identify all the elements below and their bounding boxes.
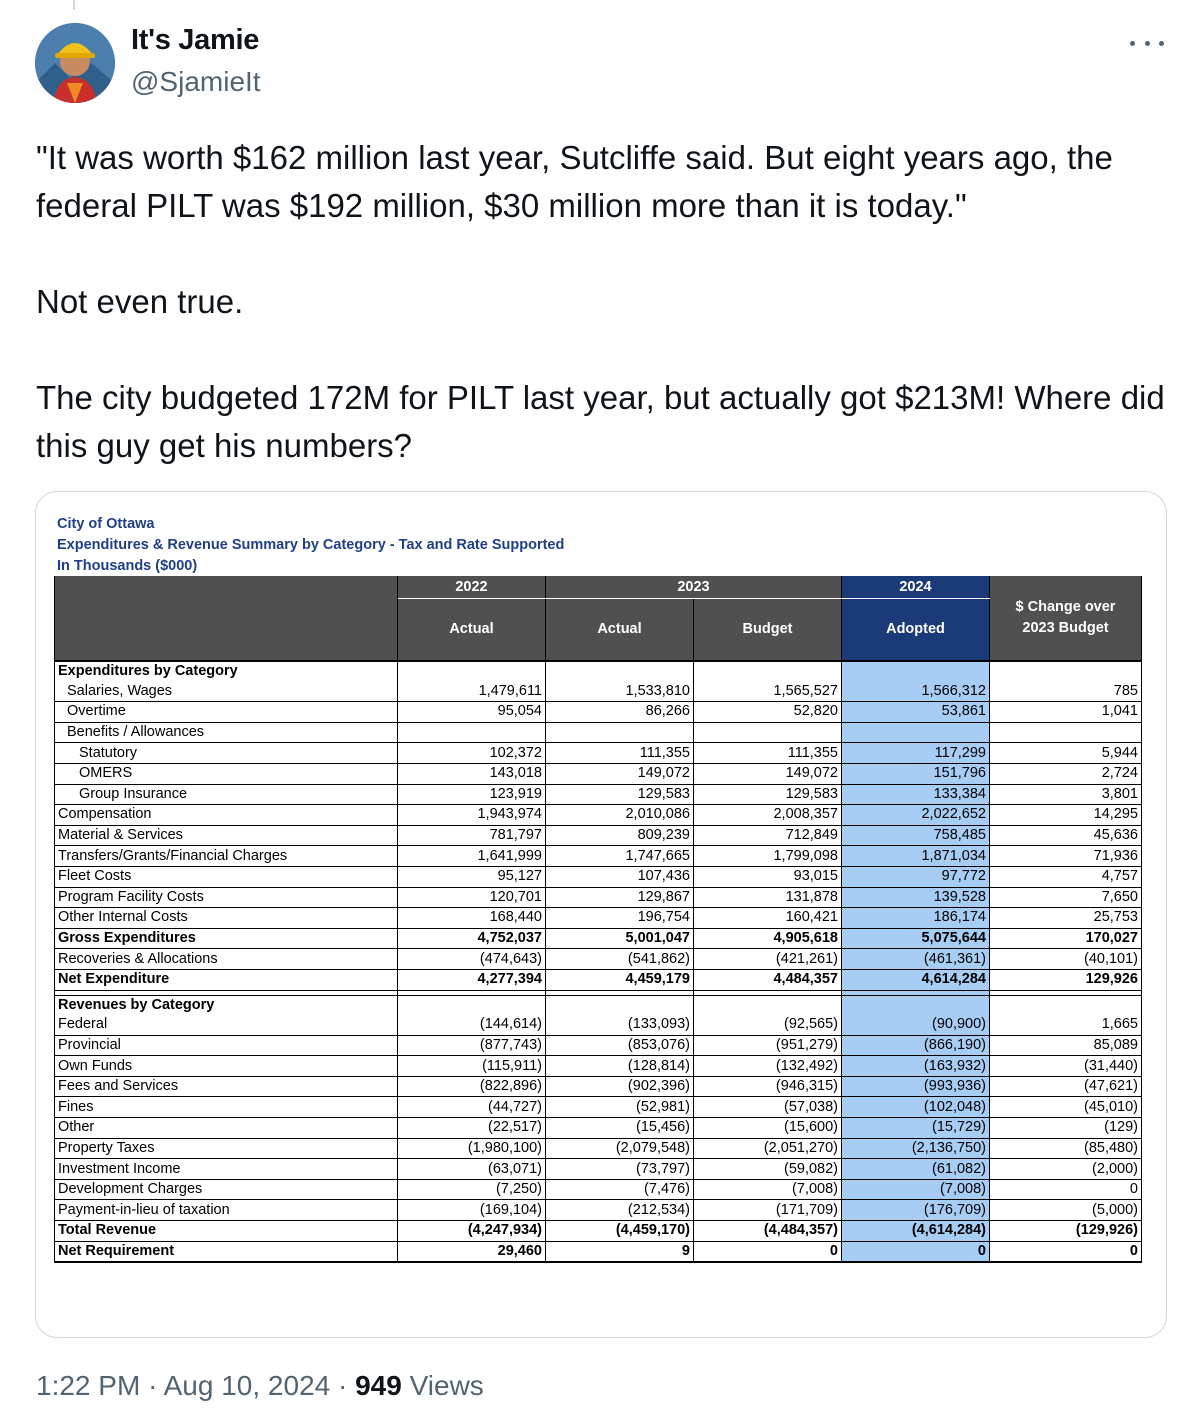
- table-row: [55, 1076, 1142, 1097]
- table-cell: 86,266: [546, 702, 694, 723]
- table-cell: [694, 995, 842, 1015]
- table-cell: (4,484,357): [694, 1221, 842, 1242]
- table-cell: (92,565): [694, 1015, 842, 1035]
- meta-separator: ·: [338, 1370, 348, 1401]
- table-cell: (7,008): [694, 1179, 842, 1200]
- table-row: [55, 995, 1142, 1015]
- table-cell: (212,534): [546, 1200, 694, 1221]
- table-cell: 4,757: [990, 866, 1142, 887]
- table-cell: 151,796: [842, 763, 990, 784]
- table-cell: [990, 722, 1142, 743]
- tweet-paragraph: The city budgeted 172M for PILT last year, but actually got $213M! Where did this guy get his numbers?: [36, 379, 1165, 464]
- table-cell: [546, 722, 694, 743]
- table-cell: 5,944: [990, 743, 1142, 764]
- table-cell: 95,127: [398, 866, 546, 887]
- table-cell: 29,460: [398, 1241, 546, 1262]
- table-cell: [990, 661, 1142, 682]
- table-cell: (461,361): [842, 949, 990, 970]
- header-col-budget-2023: Budget: [694, 599, 842, 662]
- table-cell: (61,082): [842, 1159, 990, 1180]
- table-cell: 14,295: [990, 805, 1142, 826]
- table-cell: 5,075,644: [842, 928, 990, 949]
- table-cell: 2,724: [990, 763, 1142, 784]
- table-cell: (474,643): [398, 949, 546, 970]
- table-cell: 95,054: [398, 702, 546, 723]
- table-cell: 45,636: [990, 825, 1142, 846]
- table-cell: 2,008,357: [694, 805, 842, 826]
- table-cell: 1,565,527: [694, 682, 842, 702]
- table-cell: 97,772: [842, 866, 990, 887]
- table-cell: (73,797): [546, 1159, 694, 1180]
- table-cell: 53,861: [842, 702, 990, 723]
- table-cell: (115,911): [398, 1056, 546, 1077]
- row-label: Statutory: [55, 743, 398, 764]
- table-cell: [842, 722, 990, 743]
- thread-connector-line: [73, 0, 75, 10]
- table-row: [55, 1179, 1142, 1200]
- table-cell: 7,650: [990, 887, 1142, 908]
- table-cell: (90,900): [842, 1015, 990, 1035]
- table-cell: [546, 661, 694, 682]
- table-cell: [990, 995, 1142, 1015]
- table-row: [55, 908, 1142, 929]
- row-label: Property Taxes: [55, 1138, 398, 1159]
- table-cell: 1,641,999: [398, 846, 546, 867]
- table-cell: [694, 661, 842, 682]
- table-row: [55, 661, 1142, 682]
- table-cell: (2,079,548): [546, 1138, 694, 1159]
- table-cell: 168,440: [398, 908, 546, 929]
- table-cell: 0: [694, 1241, 842, 1262]
- views-label: Views: [409, 1370, 484, 1401]
- table-cell: 3,801: [990, 784, 1142, 805]
- table-cell: 2,022,652: [842, 805, 990, 826]
- table-row: [55, 1056, 1142, 1077]
- table-cell: 1,479,611: [398, 682, 546, 702]
- table-cell: (4,247,934): [398, 1221, 546, 1242]
- row-label: Group Insurance: [55, 784, 398, 805]
- table-cell: 102,372: [398, 743, 546, 764]
- table-cell: (15,600): [694, 1118, 842, 1139]
- document-org: City of Ottawa: [57, 516, 155, 532]
- table-cell: 111,355: [546, 743, 694, 764]
- table-cell: [842, 661, 990, 682]
- table-cell: 0: [990, 1241, 1142, 1262]
- table-cell: (31,440): [990, 1056, 1142, 1077]
- table-cell: 0: [842, 1241, 990, 1262]
- table-cell: [398, 722, 546, 743]
- table-cell: (176,709): [842, 1200, 990, 1221]
- table-cell: (4,614,284): [842, 1221, 990, 1242]
- row-label: Expenditures by Category: [55, 661, 398, 682]
- table-cell: (40,101): [990, 949, 1142, 970]
- table-cell: 196,754: [546, 908, 694, 929]
- table-cell: (4,459,170): [546, 1221, 694, 1242]
- table-cell: (45,010): [990, 1097, 1142, 1118]
- table-cell: (951,279): [694, 1035, 842, 1056]
- table-row: [55, 1200, 1142, 1221]
- tweet-text: [36, 134, 1176, 470]
- table-cell: 111,355: [694, 743, 842, 764]
- table-cell: 2,010,086: [546, 805, 694, 826]
- row-label: Recoveries & Allocations: [55, 949, 398, 970]
- table-cell: (822,896): [398, 1076, 546, 1097]
- table-cell: 712,849: [694, 825, 842, 846]
- table-cell: 143,018: [398, 763, 546, 784]
- table-cell: 4,484,357: [694, 969, 842, 990]
- row-label: Revenues by Category: [55, 995, 398, 1015]
- table-cell: [842, 995, 990, 1015]
- table-cell: (133,093): [546, 1015, 694, 1035]
- table-cell: 186,174: [842, 908, 990, 929]
- table-cell: 71,936: [990, 846, 1142, 867]
- table-cell: (2,000): [990, 1159, 1142, 1180]
- table-row: [55, 1097, 1142, 1118]
- table-cell: 160,421: [694, 908, 842, 929]
- table-cell: 85,089: [990, 1035, 1142, 1056]
- table-cell: (2,136,750): [842, 1138, 990, 1159]
- table-row: [55, 1221, 1142, 1242]
- table-cell: 123,919: [398, 784, 546, 805]
- table-cell: (2,051,270): [694, 1138, 842, 1159]
- attached-image[interactable]: [35, 491, 1167, 1338]
- row-label: Benefits / Allowances: [55, 722, 398, 743]
- table-cell: (5,000): [990, 1200, 1142, 1221]
- table-cell: 129,926: [990, 969, 1142, 990]
- row-label: Program Facility Costs: [55, 887, 398, 908]
- table-cell: 758,485: [842, 825, 990, 846]
- table-cell: 129,583: [694, 784, 842, 805]
- table-cell: (853,076): [546, 1035, 694, 1056]
- table-cell: 149,072: [546, 763, 694, 784]
- tweet-meta: [36, 1370, 484, 1402]
- row-label: Payment-in-lieu of taxation: [55, 1200, 398, 1221]
- row-label: Other: [55, 1118, 398, 1139]
- table-cell: 139,528: [842, 887, 990, 908]
- document-title: Expenditures & Revenue Summary by Category - Tax and Rate Supported: [57, 537, 565, 553]
- table-cell: 170,027: [990, 928, 1142, 949]
- table-cell: (129): [990, 1118, 1142, 1139]
- table-cell: 1,871,034: [842, 846, 990, 867]
- table-row: [55, 928, 1142, 949]
- table-cell: 4,277,394: [398, 969, 546, 990]
- table-cell: 4,905,618: [694, 928, 842, 949]
- table-cell: (59,082): [694, 1159, 842, 1180]
- table-row: [55, 1015, 1142, 1035]
- tweet-date[interactable]: Aug 10, 2024: [163, 1370, 331, 1401]
- table-cell: (171,709): [694, 1200, 842, 1221]
- row-label: Other Internal Costs: [55, 908, 398, 929]
- table-cell: 93,015: [694, 866, 842, 887]
- table-cell: 5,001,047: [546, 928, 694, 949]
- table-cell: (22,517): [398, 1118, 546, 1139]
- more-options-icon[interactable]: [1130, 30, 1164, 56]
- table-row: [55, 1118, 1142, 1139]
- table-cell: [694, 722, 842, 743]
- table-cell: (1,980,100): [398, 1138, 546, 1159]
- table-row: [55, 949, 1142, 970]
- table-cell: 1,665: [990, 1015, 1142, 1035]
- table-row: [55, 887, 1142, 908]
- table-cell: 129,867: [546, 887, 694, 908]
- row-label: Total Revenue: [55, 1221, 398, 1242]
- document-units: In Thousands ($000): [57, 558, 198, 574]
- header-year-2022: 2022: [398, 576, 546, 599]
- table-row: [55, 702, 1142, 723]
- table-cell: 809,239: [546, 825, 694, 846]
- table-row: [55, 1159, 1142, 1180]
- table-cell: 117,299: [842, 743, 990, 764]
- table-cell: 133,384: [842, 784, 990, 805]
- table-cell: 1,799,098: [694, 846, 842, 867]
- table-cell: 1,041: [990, 702, 1142, 723]
- table-cell: (946,315): [694, 1076, 842, 1097]
- tweet-paragraph: Not even true.: [36, 283, 244, 320]
- table-cell: [398, 661, 546, 682]
- table-cell: 107,436: [546, 866, 694, 887]
- row-label: Transfers/Grants/Financial Charges: [55, 846, 398, 867]
- table-cell: (163,932): [842, 1056, 990, 1077]
- row-label: Compensation: [55, 805, 398, 826]
- table-row: [55, 866, 1142, 887]
- table-cell: (15,456): [546, 1118, 694, 1139]
- tweet-time[interactable]: 1:22 PM: [36, 1370, 141, 1401]
- row-label: Material & Services: [55, 825, 398, 846]
- table-cell: (7,250): [398, 1179, 546, 1200]
- table-cell: (57,038): [694, 1097, 842, 1118]
- table-cell: 52,820: [694, 702, 842, 723]
- row-label: OMERS: [55, 763, 398, 784]
- table-row: [55, 969, 1142, 990]
- table-cell: (132,492): [694, 1056, 842, 1077]
- row-label: Net Requirement: [55, 1241, 398, 1262]
- table-cell: (169,104): [398, 1200, 546, 1221]
- table-row: [55, 722, 1142, 743]
- table-cell: 1,943,974: [398, 805, 546, 826]
- table-cell: 120,701: [398, 887, 546, 908]
- table-cell: 9: [546, 1241, 694, 1262]
- views-count: 949: [355, 1370, 402, 1401]
- table-cell: (7,476): [546, 1179, 694, 1200]
- table-cell: 4,752,037: [398, 928, 546, 949]
- table-row: [55, 825, 1142, 846]
- row-label: Own Funds: [55, 1056, 398, 1077]
- row-label: Provincial: [55, 1035, 398, 1056]
- header-year-2024: 2024: [842, 576, 990, 599]
- table-cell: (47,621): [990, 1076, 1142, 1097]
- table-cell: 149,072: [694, 763, 842, 784]
- table-cell: (102,048): [842, 1097, 990, 1118]
- row-label: Gross Expenditures: [55, 928, 398, 949]
- row-label: Fees and Services: [55, 1076, 398, 1097]
- table-cell: 781,797: [398, 825, 546, 846]
- table-cell: (902,396): [546, 1076, 694, 1097]
- table-row: [55, 743, 1142, 764]
- table-cell: (44,727): [398, 1097, 546, 1118]
- author-handle[interactable]: @SjamieIt: [131, 66, 261, 97]
- table-cell: 131,878: [694, 887, 842, 908]
- table-cell: (85,480): [990, 1138, 1142, 1159]
- table-cell: (144,614): [398, 1015, 546, 1035]
- author-display-name[interactable]: It's Jamie: [131, 24, 260, 56]
- table-row: [55, 1241, 1142, 1262]
- tweet-paragraph: "It was worth $162 million last year, Sutcliffe said. But eight years ago, the federal PILT was $192 million, $30 million more than it is today.": [36, 139, 1113, 224]
- table-row: [55, 1035, 1142, 1056]
- table-cell: [546, 995, 694, 1015]
- header-change: $ Change over 2023 Budget: [990, 576, 1142, 661]
- table-cell: 1,533,810: [546, 682, 694, 702]
- row-label: Salaries, Wages: [55, 682, 398, 702]
- table-cell: (52,981): [546, 1097, 694, 1118]
- table-cell: 4,459,179: [546, 969, 694, 990]
- table-header-label: [55, 576, 398, 661]
- table-cell: 1,566,312: [842, 682, 990, 702]
- header-col-adopted-2024: Adopted: [842, 599, 990, 662]
- table-cell: (866,190): [842, 1035, 990, 1056]
- row-label: Net Expenditure: [55, 969, 398, 990]
- table-cell: 25,753: [990, 908, 1142, 929]
- table-row: [55, 682, 1142, 702]
- table-cell: 4,614,284: [842, 969, 990, 990]
- row-label: Fleet Costs: [55, 866, 398, 887]
- table-cell: (993,936): [842, 1076, 990, 1097]
- table-cell: (15,729): [842, 1118, 990, 1139]
- table-cell: (541,862): [546, 949, 694, 970]
- header-year-2023: 2023: [546, 576, 842, 599]
- row-label: Investment Income: [55, 1159, 398, 1180]
- table-cell: (128,814): [546, 1056, 694, 1077]
- avatar-construction-worker-icon[interactable]: [35, 23, 115, 103]
- row-label: Overtime: [55, 702, 398, 723]
- meta-separator: ·: [148, 1370, 158, 1401]
- table-cell: [398, 995, 546, 1015]
- table-cell: (129,926): [990, 1221, 1142, 1242]
- table-cell: (63,071): [398, 1159, 546, 1180]
- table-cell: (7,008): [842, 1179, 990, 1200]
- row-label: Federal: [55, 1015, 398, 1035]
- table-row: [55, 763, 1142, 784]
- table-cell: (877,743): [398, 1035, 546, 1056]
- table-cell: 785: [990, 682, 1142, 702]
- table-cell: (421,261): [694, 949, 842, 970]
- header-col-actual-2023: Actual: [546, 599, 694, 662]
- table-cell: 129,583: [546, 784, 694, 805]
- budget-table: [54, 576, 1142, 1263]
- row-label: Fines: [55, 1097, 398, 1118]
- table-row: [55, 784, 1142, 805]
- table-cell: 0: [990, 1179, 1142, 1200]
- document-header: [57, 514, 564, 577]
- table-cell: 1,747,665: [546, 846, 694, 867]
- row-label: Development Charges: [55, 1179, 398, 1200]
- table-row: [55, 1138, 1142, 1159]
- table-row: [55, 846, 1142, 867]
- table-row: [55, 805, 1142, 826]
- header-col-actual-2022: Actual: [398, 599, 546, 662]
